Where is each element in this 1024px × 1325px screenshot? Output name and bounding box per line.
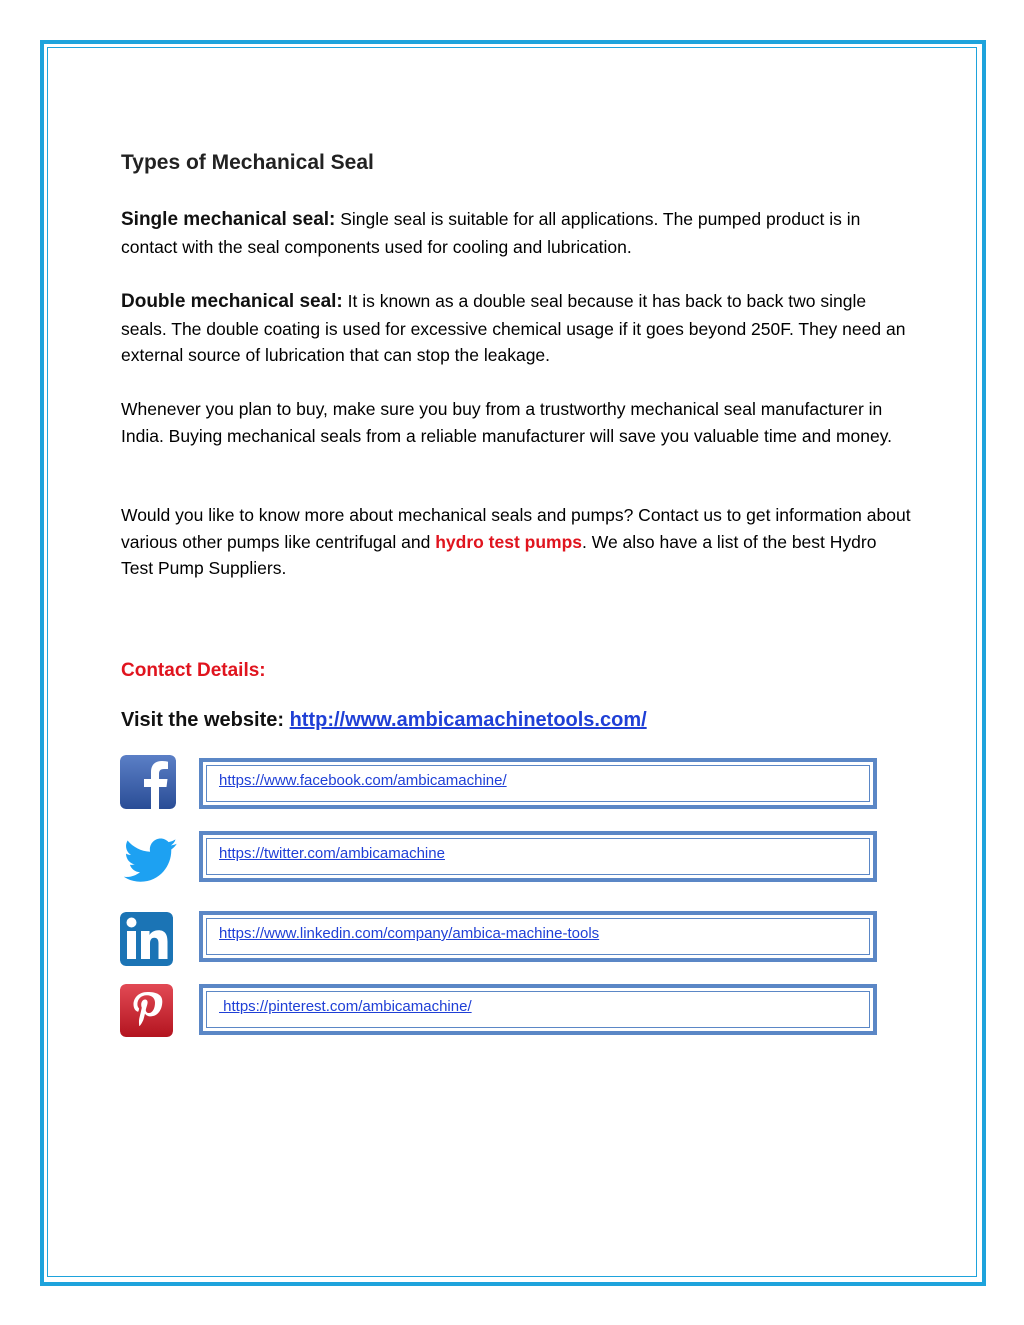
single-seal-text: Single seal is suitable for all applications. The pumped product is in contact with the seal components used for cooling and lubrication. [121,209,861,257]
facebook-icon[interactable] [120,755,176,809]
linkedin-icon[interactable] [120,912,173,966]
more-info-paragraph [121,502,911,582]
single-seal-heading: Single mechanical seal: [121,209,336,230]
more-info-text-before: Would you like to know more about mechanical seals and pumps? Contact us to get information about various other pumps like centrifugal and [121,505,911,552]
twitter-link-box [199,831,877,882]
pinterest-link[interactable]: https://pinterest.com/ambicamachine/ [219,998,472,1015]
single-seal-paragraph [121,206,911,260]
buy-advice-paragraph: Whenever you plan to buy, make sure you buy from a trustworthy mechanical seal manufacturer in India. Buying mechanical seals from a reliable manufacturer will save you valuable time and money. [121,399,893,446]
pinterest-icon[interactable] [120,984,173,1037]
visit-website-label: Visit the website: [121,709,290,731]
linkedin-link[interactable]: https://www.linkedin.com/company/ambica-machine-tools [219,925,600,942]
page-title: Types of Mechanical Seal [121,151,374,174]
facebook-link[interactable]: https://www.facebook.com/ambicamachine/ [219,772,507,789]
facebook-link-box [199,758,877,809]
twitter-icon[interactable] [124,838,178,884]
twitter-link[interactable]: https://twitter.com/ambicamachine [219,845,445,862]
contact-details-heading: Contact Details: [121,660,266,681]
pinterest-link-box [199,984,877,1035]
hydro-test-pumps-link[interactable]: hydro test pumps [435,531,583,552]
website-link[interactable]: http://www.ambicamachinetools.com/ [289,709,647,731]
more-info-text-after: . We also have a list of the best Hydro Test Pump Suppliers. [121,531,877,578]
linkedin-link-box [199,911,877,962]
double-seal-paragraph [121,288,911,369]
double-seal-heading: Double mechanical seal: [121,291,343,312]
visit-website-line [121,707,647,734]
double-seal-text: It is known as a double seal because it has back to back two single seals. The double coating is used for excessive chemical usage if it goes beyond 250F. They need an external source of lubrication that can stop the leakage. [121,291,906,365]
